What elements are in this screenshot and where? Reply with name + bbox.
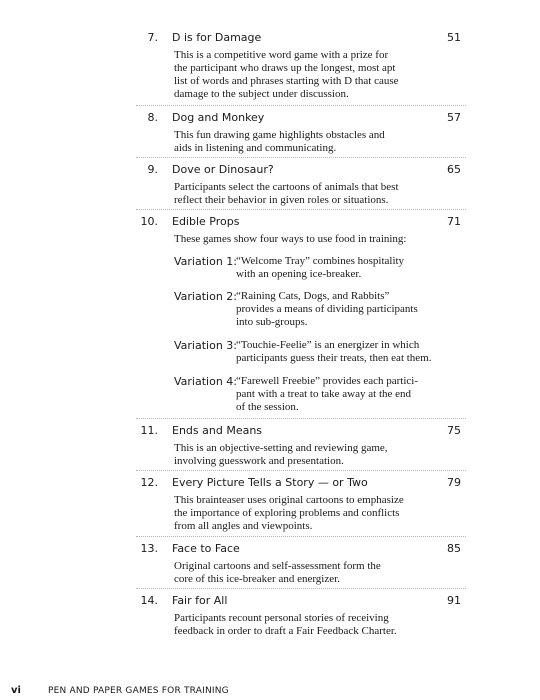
entry-page-number: 91 [447,594,461,607]
description-line: list of words and phrases starting with D that cause [174,75,399,87]
description-line: damage to the subject under discussion. [174,88,349,100]
entry-number: 13. [140,542,158,555]
variation-line: “Welcome Tray” combines hospitality [236,255,405,267]
description-line: This brainteaser uses original cartoons to emphasize [174,494,404,506]
entry-description [174,494,464,533]
description-line: involving guesswork and presentation. [174,455,344,467]
entry-page-number: 85 [447,542,461,555]
entry-title: Every Picture Tells a Story — or Two [172,476,368,489]
description-line: aids in listening and communicating. [174,142,337,154]
description-line: core of this ice-breaker and energizer. [174,573,340,585]
entry-description [174,560,464,586]
variation-line: “Touchie-Feelie” is an energizer in which [236,339,420,351]
page-footer [0,684,540,698]
variation-description [236,375,476,414]
entry-number: 8. [147,111,158,124]
entry-description [174,129,464,155]
description-line: reflect their behavior in given roles or situations. [174,194,389,206]
variation-description [236,290,476,329]
entry-number: 11. [140,424,158,437]
entry-divider [136,209,466,210]
entry-title: Fair for All [172,594,228,607]
entry-description [174,233,464,246]
variation-label: Variation 1: [174,255,238,268]
variation-line: of the session. [236,401,299,413]
variation-line: into sub-groups. [236,316,308,328]
description-line: This is a competitive word game with a prize for [174,49,389,61]
description-line: Participants recount personal stories of receiving [174,612,389,624]
description-line: from all angles and viewpoints. [174,520,313,532]
variation-line: “Raining Cats, Dogs, and Rabbits” [236,290,390,302]
entry-description [174,181,464,207]
variation-line: participants guess their treats, then eat them. [236,352,432,364]
entry-divider [136,470,466,471]
entry-page-number: 71 [447,215,461,228]
entry-title: D is for Damage [172,31,262,44]
variation-label: Variation 2: [174,290,238,303]
entry-description [174,49,464,101]
entry-page-number: 51 [447,31,461,44]
entry-page-number: 65 [447,163,461,176]
entry-number: 14. [140,594,158,607]
description-line: the participant who draws up the longest, most apt [174,62,396,74]
entry-divider [136,418,466,419]
description-line: This is an objective-setting and reviewing game, [174,442,388,454]
entry-page-number: 79 [447,476,461,489]
entry-number: 9. [147,163,158,176]
entry-divider [136,157,466,158]
variation-description [236,255,476,281]
description-line: the importance of exploring problems and conflicts [174,507,400,519]
entry-description [174,612,464,638]
entry-title: Ends and Means [172,424,263,437]
entry-title: Face to Face [172,542,240,555]
entry-title: Dog and Monkey [172,111,265,124]
entry-number: 7. [147,31,158,44]
entry-divider [136,105,466,106]
description-line: feedback in order to draft a Fair Feedback Charter. [174,625,397,637]
variation-label: Variation 3: [174,339,238,352]
entry-title: Edible Props [172,215,240,228]
description-line: This fun drawing game highlights obstacles and [174,129,385,141]
entry-divider [136,536,466,537]
entry-title: Dove or Dinosaur? [172,163,274,176]
running-footer-title: PEN AND PAPER GAMES FOR TRAINING [48,686,229,696]
description-line: Original cartoons and self-assessment form the [174,560,381,572]
variation-line: pant with a treat to take away at the end [236,388,412,400]
entry-number: 10. [140,215,158,228]
description-line: These games show four ways to use food in training: [174,233,407,245]
variation-line: with an opening ice-breaker. [236,268,362,280]
entry-description [174,442,464,468]
variation-description [236,339,476,365]
description-line: Participants select the cartoons of animals that best [174,181,399,193]
entry-page-number: 57 [447,111,461,124]
entry-page-number: 75 [447,424,461,437]
variation-line: provides a means of dividing participants [236,303,418,315]
entry-number: 12. [140,476,158,489]
variation-label: Variation 4: [174,375,238,388]
variation-line: “Farewell Freebie” provides each partici- [236,375,419,387]
entry-divider [136,588,466,589]
page-folio: vi [11,685,21,696]
